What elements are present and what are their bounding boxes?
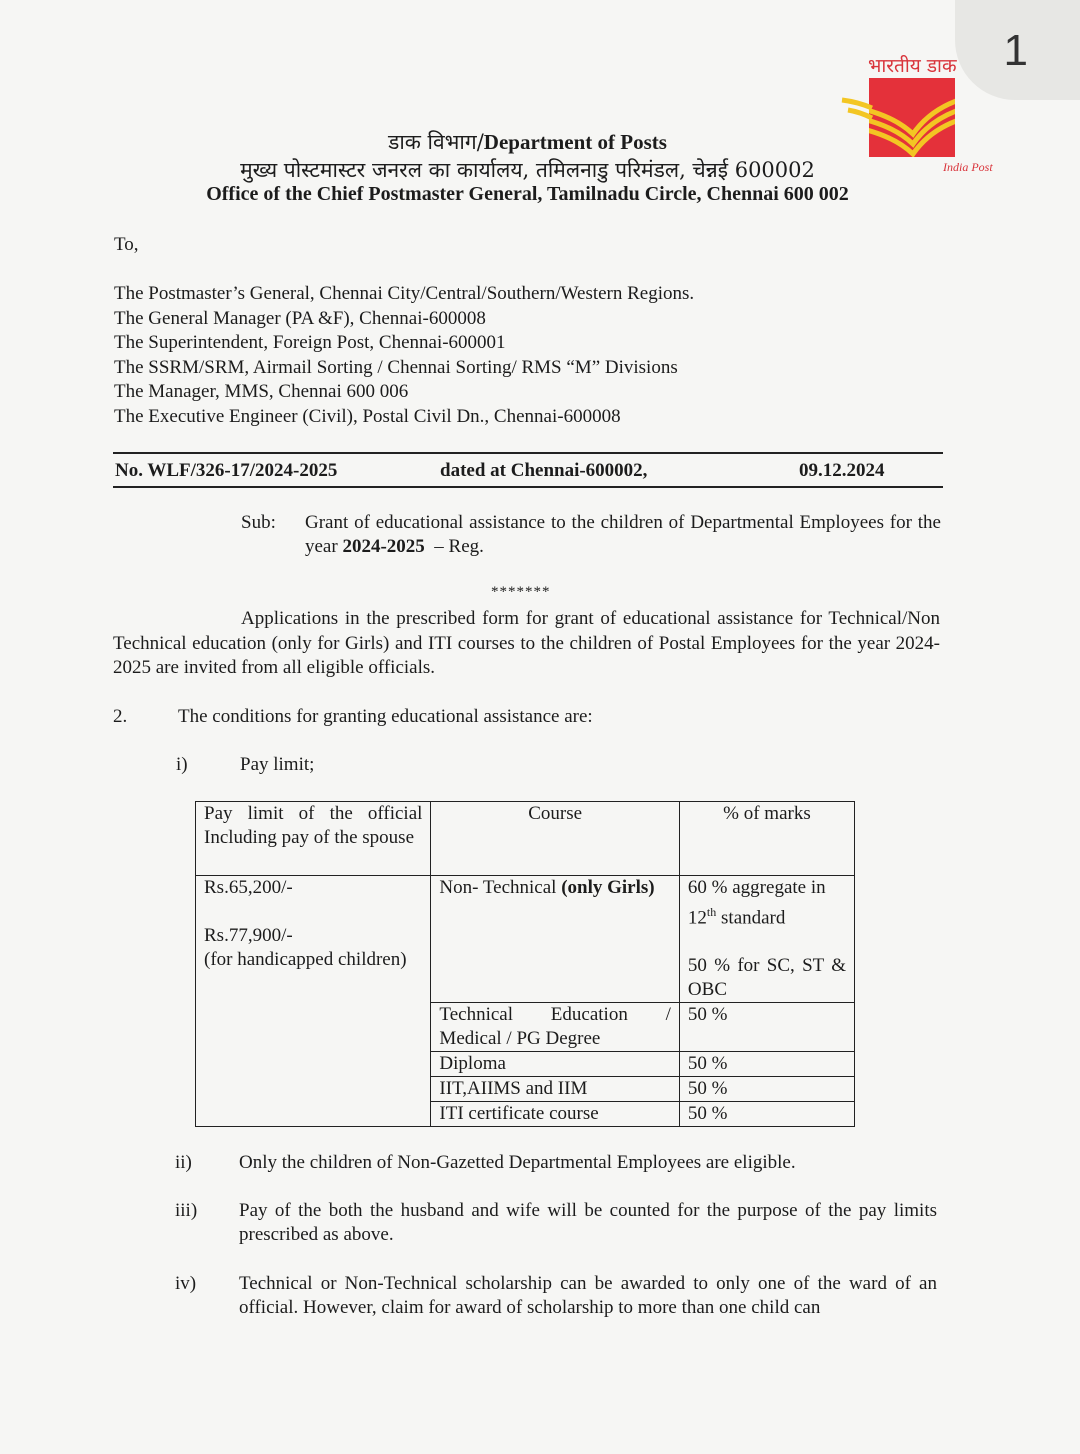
course-non-technical: Non- Technical — [439, 877, 562, 898]
marks-standard: standard — [716, 907, 786, 929]
marks-aggregate: 60 % aggregate in 12 — [687, 877, 826, 929]
department-title-english: Department of Posts — [483, 130, 667, 154]
logo-swoosh-tail-icon — [838, 92, 878, 132]
pay-limit-table — [195, 801, 855, 1127]
pay-limit-cell — [196, 876, 431, 1127]
logo-hindi-text: भारतीय डाक — [868, 55, 957, 77]
marks-cell — [679, 876, 854, 1003]
subject-text — [305, 511, 941, 559]
department-title-hindi: डाक विभाग/ — [388, 130, 484, 154]
addressee-item: The Manager, MMS, Chennai 600 006 — [114, 381, 409, 402]
subject-text-part1: Grant of educational assistance to the children of Departmental Employees for the year — [305, 512, 941, 557]
pay-limit-1: Rs.65,200/- — [204, 877, 293, 898]
addressee-item: The Executive Engineer (Civil), Postal Civil Dn., Chennai-600008 — [114, 405, 621, 427]
marks-cell: 50 % — [679, 1077, 854, 1102]
course-cell — [431, 876, 680, 1003]
marks-cell: 50 % — [679, 1102, 854, 1127]
addressee-item: The Postmaster’s General, Chennai City/Central/Southern/Western Regions. — [114, 283, 695, 304]
department-title — [0, 128, 1055, 156]
addressee-item: The General Manager (PA &F), Chennai-600008 — [114, 307, 486, 329]
pay-limit-2: Rs.77,900/- — [204, 925, 293, 946]
to-label: To, — [114, 234, 139, 255]
paragraph-2-text: The conditions for granting educational assistance are: — [178, 706, 593, 727]
addressee-item: The SSRM/SRM, Airmail Sorting / Chennai Sorting/ RMS “M” Divisions — [114, 356, 678, 378]
separator-stars: ******* — [491, 584, 551, 600]
reference-place: dated at Chennai-600002, — [440, 460, 648, 481]
marks-reserved: 50 % for SC, ST & OBC — [687, 955, 846, 1001]
subject-year: 2024-2025 — [342, 536, 425, 557]
page-number: 1 — [1003, 26, 1028, 75]
subject-text-part2: – Reg. — [434, 536, 484, 557]
item-iii-number: iii) — [175, 1200, 198, 1221]
paragraph-1: Applications in the prescribed form for grant of educational assistance for Technical/Non Technical education (only for Girls) and ITI courses to the children of Postal Employees for the year 2024-2025 are invited from all eligible officials. — [113, 608, 940, 678]
table-header-course: Course — [431, 802, 680, 876]
table-row — [196, 876, 855, 1003]
marks-superscript: th — [706, 905, 717, 919]
course-cell: ITI certificate course — [431, 1102, 680, 1127]
marks-cell: 50 % — [679, 1003, 854, 1052]
item-iv-text: Technical or Non-Technical scholarship can be awarded to only one of the ward of an official. However, claim for award of scholarship to more than one child can — [239, 1273, 937, 1318]
reference-bar — [113, 452, 943, 488]
addressee-item: The Superintendent, Foreign Post, Chennai-600001 — [114, 332, 506, 353]
paragraph-2-number: 2. — [113, 706, 128, 727]
office-title-english: Office of the Chief Postmaster General, Tamilnadu Circle, Chennai 600 002 — [206, 183, 849, 205]
item-i-number: i) — [176, 754, 188, 775]
course-cell: Technical Education / Medical / PG Degree — [431, 1003, 680, 1052]
office-title-hindi: मुख्य पोस्टमास्टर जनरल का कार्यालय, तमिलनाडु परिमंडल, चेन्नई 600002 — [240, 158, 815, 182]
addressee-list — [114, 282, 694, 429]
item-iv-number: iv) — [175, 1273, 197, 1294]
table-header-row — [196, 802, 855, 876]
course-only-girls: (only Girls) — [561, 877, 655, 898]
item-i-text: Pay limit; — [240, 754, 315, 775]
item-ii-text: Only the children of Non-Gazetted Departmental Employees are eligible. — [239, 1152, 796, 1173]
course-cell: IIT,AIIMS and IIM — [431, 1077, 680, 1102]
subject-label: Sub: — [241, 512, 276, 533]
reference-number: No. WLF/326-17/2024-2025 — [115, 460, 338, 481]
item-ii-number: ii) — [175, 1152, 192, 1173]
course-cell: Diploma — [431, 1052, 680, 1077]
table-header-marks: % of marks — [679, 802, 854, 876]
reference-date: 09.12.2024 — [799, 460, 885, 481]
marks-cell: 50 % — [679, 1052, 854, 1077]
pay-limit-2-note: (for handicapped children) — [204, 949, 407, 970]
item-iii-text: Pay of the both the husband and wife will be counted for the purpose of the pay limits prescribed as above. — [239, 1200, 937, 1245]
page-number-badge — [955, 0, 1080, 100]
logo-caption: India Post — [943, 160, 993, 174]
table-header-pay-limit: Pay limit of the official Including pay of the spouse — [196, 802, 431, 876]
